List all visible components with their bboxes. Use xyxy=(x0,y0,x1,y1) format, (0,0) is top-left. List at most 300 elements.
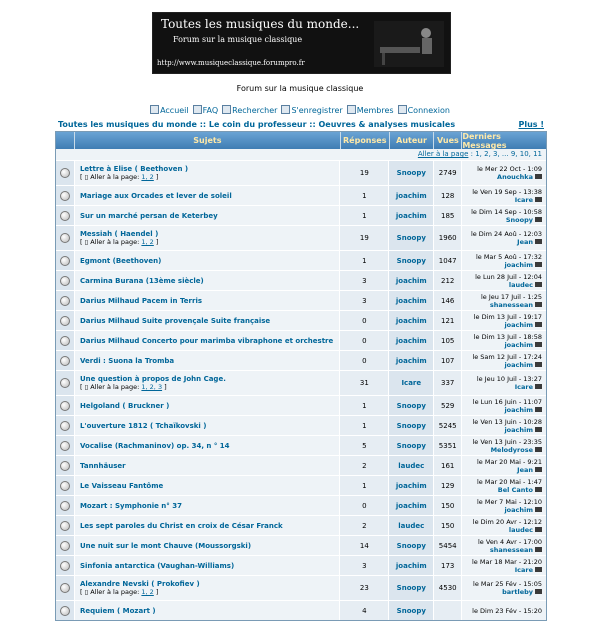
goto-last-post-icon[interactable] xyxy=(535,467,542,472)
nav-connexion[interactable] xyxy=(398,106,450,115)
header-icon-col xyxy=(56,132,75,149)
author-cell xyxy=(389,206,434,225)
goto-last-post-icon[interactable] xyxy=(535,262,542,267)
topic-status-icon xyxy=(60,356,70,366)
topic-status-icon xyxy=(60,276,70,286)
last-post-author[interactable] xyxy=(504,506,542,514)
topic-page-links[interactable]: 1, 2 xyxy=(141,588,154,596)
author-link[interactable]: Snoopy xyxy=(396,421,426,430)
goto-last-post-icon[interactable] xyxy=(535,217,542,222)
topic-title-link[interactable]: Une nuit sur le mont Chauve (Moussorgski) xyxy=(79,541,252,550)
author-link[interactable]: joachim xyxy=(395,356,427,365)
goto-last-post-icon[interactable] xyxy=(535,174,542,179)
last-post-author[interactable] xyxy=(502,588,542,596)
last-post-author[interactable] xyxy=(490,546,542,554)
author-link[interactable]: Snoopy xyxy=(396,256,426,265)
reply-count: 31 xyxy=(340,371,389,395)
last-post-author[interactable] xyxy=(504,361,542,369)
topic-title-link[interactable]: Mariage aux Orcades et lever de soleil xyxy=(79,191,232,200)
topic-status-cell xyxy=(56,556,75,575)
topic-status-cell xyxy=(56,436,75,455)
table-row xyxy=(56,205,546,225)
author-cell xyxy=(389,576,434,600)
author-link[interactable]: Snoopy xyxy=(396,401,426,410)
table-row xyxy=(56,555,546,575)
last-post-date: le Lun 28 Juil - 12:04 xyxy=(475,272,542,281)
view-count: 105 xyxy=(434,331,462,350)
last-post-cell xyxy=(462,556,546,575)
last-post-author[interactable] xyxy=(504,261,542,269)
topic-title-link[interactable]: Verdi : Suona la Tromba xyxy=(79,356,175,365)
topic-cell xyxy=(75,291,340,310)
table-row xyxy=(56,515,546,535)
view-count: 107 xyxy=(434,351,462,370)
forum-banner[interactable] xyxy=(152,12,451,74)
topic-status-icon xyxy=(60,521,70,531)
goto-last-post-icon[interactable] xyxy=(535,407,542,412)
topic-pages: [ ▯ Aller à la page: 1, 2 ] xyxy=(79,238,159,246)
last-post-cell xyxy=(462,226,546,250)
last-post-author-name[interactable]: joachim xyxy=(504,505,533,514)
table-row xyxy=(56,160,546,185)
topic-status-icon xyxy=(60,541,70,551)
topic-cell xyxy=(75,186,340,205)
table-row xyxy=(56,435,546,455)
goto-last-post-icon[interactable] xyxy=(535,384,542,389)
author-cell xyxy=(389,536,434,555)
goto-last-post-icon[interactable] xyxy=(535,302,542,307)
last-post-date: le Ven 13 Juin - 10:28 xyxy=(472,417,542,426)
last-post-author[interactable] xyxy=(504,341,542,349)
topic-status-cell xyxy=(56,536,75,555)
topic-page-links[interactable]: 1, 2 xyxy=(141,238,154,246)
table-header xyxy=(56,132,546,149)
nav-label: Connexion xyxy=(407,106,450,115)
author-cell xyxy=(389,186,434,205)
site-title: Forum sur la musique classique xyxy=(236,84,364,93)
last-post-author[interactable] xyxy=(515,566,542,574)
last-post-author-name[interactable]: Icare xyxy=(514,565,533,574)
topic-title-link[interactable]: Les sept paroles du Christ en croix de César Franck xyxy=(79,521,283,530)
topic-page-links[interactable]: 1, 2, 3 xyxy=(141,383,163,391)
goto-last-post-icon[interactable] xyxy=(535,282,542,287)
goto-last-post-icon[interactable] xyxy=(535,487,542,492)
last-post-cell xyxy=(462,271,546,290)
table-row xyxy=(56,535,546,555)
last-post-date: le Ven 13 Juin - 23:35 xyxy=(472,437,542,446)
topic-title-link[interactable]: Mozart : Symphonie n° 37 xyxy=(79,501,182,510)
last-post-cell xyxy=(462,186,546,205)
last-post-author[interactable] xyxy=(515,196,542,204)
view-count: 161 xyxy=(434,456,462,475)
last-post-author-name[interactable]: Snoopy xyxy=(505,215,533,224)
topic-cell xyxy=(75,271,340,290)
pianist-icon xyxy=(374,21,444,67)
reply-count: 19 xyxy=(340,161,389,185)
reply-count: 1 xyxy=(340,186,389,205)
topic-status-cell xyxy=(56,226,75,250)
topic-status-cell xyxy=(56,601,75,620)
last-post-cell xyxy=(462,206,546,225)
topic-cell xyxy=(75,311,340,330)
author-cell xyxy=(389,271,434,290)
last-post-cell xyxy=(462,396,546,415)
last-post-cell xyxy=(462,536,546,555)
view-count: 529 xyxy=(434,396,462,415)
last-post-author-name[interactable]: Bel Canto xyxy=(497,485,533,494)
last-post-author-name[interactable]: joachim xyxy=(504,425,533,434)
topic-title-link[interactable]: Helgoland ( Bruckner ) xyxy=(79,401,170,410)
author-cell xyxy=(389,436,434,455)
author-link[interactable]: joachim xyxy=(395,211,427,220)
reply-count: 0 xyxy=(340,331,389,350)
topic-status-cell xyxy=(56,576,75,600)
reply-count: 5 xyxy=(340,436,389,455)
reply-count: 1 xyxy=(340,416,389,435)
topic-title-link[interactable]: Une question à propos de John Cage. xyxy=(79,375,226,383)
author-cell xyxy=(389,496,434,515)
nav-label: S'enregistrer xyxy=(291,106,343,115)
last-post-author-name[interactable]: laudec xyxy=(508,525,533,534)
last-post-date: le Mer 7 Mai - 12:10 xyxy=(476,497,542,506)
last-post-date: le Mar 18 Mar - 21:20 xyxy=(471,557,542,566)
topic-status-cell xyxy=(56,311,75,330)
plus-link[interactable]: Plus ! xyxy=(518,120,544,129)
table-row xyxy=(56,290,546,310)
help-icon xyxy=(193,105,202,114)
topic-status-icon xyxy=(60,316,70,326)
goto-last-post-icon[interactable] xyxy=(535,447,542,452)
last-post-author[interactable] xyxy=(491,446,542,454)
author-link[interactable]: laudec xyxy=(398,521,425,530)
author-link[interactable]: joachim xyxy=(395,316,427,325)
author-cell xyxy=(389,226,434,250)
goto-last-post-icon[interactable] xyxy=(535,427,542,432)
nav-membres[interactable] xyxy=(347,106,394,115)
reply-count: 4 xyxy=(340,601,389,620)
topic-title-link[interactable]: Le Vaisseau Fantôme xyxy=(79,481,164,490)
topic-title-link[interactable]: Carmina Burana (13ème siècle) xyxy=(79,276,204,285)
topic-status-cell xyxy=(56,161,75,185)
topic-status-icon xyxy=(60,461,70,471)
last-post-author-name[interactable]: laudec xyxy=(508,280,533,289)
author-cell xyxy=(389,601,434,620)
author-link[interactable]: joachim xyxy=(395,296,427,305)
last-post-cell xyxy=(462,416,546,435)
reply-count: 0 xyxy=(340,496,389,515)
author-link[interactable]: Snoopy xyxy=(396,234,426,242)
topic-title-link[interactable]: Vocalise (Rachmaninov) op. 34, n ° 14 xyxy=(79,441,230,450)
table-row xyxy=(56,575,546,600)
author-cell xyxy=(389,331,434,350)
last-post-cell xyxy=(462,576,546,600)
topic-cell xyxy=(75,556,340,575)
reply-count: 1 xyxy=(340,206,389,225)
topic-status-icon xyxy=(60,401,70,411)
topic-status-icon xyxy=(60,583,70,593)
table-row xyxy=(56,395,546,415)
last-post-author-name[interactable]: shanessean xyxy=(489,300,533,309)
last-post-author-name[interactable]: Jean xyxy=(517,465,533,474)
topic-title-link[interactable]: Requiem ( Mozart ) xyxy=(79,606,156,615)
topic-status-icon xyxy=(60,481,70,491)
nav-label: Accueil xyxy=(160,106,189,115)
topic-title-link[interactable]: Tannhäuser xyxy=(79,461,126,470)
home-icon xyxy=(150,105,159,114)
goto-last-post-icon[interactable] xyxy=(535,589,542,594)
topic-status-cell xyxy=(56,371,75,395)
goto-page-link[interactable]: Aller à la page xyxy=(417,150,469,158)
pagination[interactable]: Aller à la page : 1, 2, 3, ... 9, 10, 11 xyxy=(56,149,546,160)
last-post-cell xyxy=(462,331,546,350)
header-replies: Réponses xyxy=(341,132,390,149)
last-post-cell xyxy=(462,371,546,395)
topic-title-link[interactable]: Alexandre Nevski ( Prokofiev ) xyxy=(79,580,200,588)
goto-last-post-icon[interactable] xyxy=(535,547,542,552)
last-post-cell xyxy=(462,496,546,515)
author-cell xyxy=(389,311,434,330)
topic-page-links[interactable]: 1, 2 xyxy=(141,173,154,181)
reply-count: 1 xyxy=(340,396,389,415)
view-count: 129 xyxy=(434,476,462,495)
view-count: 1960 xyxy=(434,226,462,250)
author-link[interactable]: Icare xyxy=(401,379,422,387)
reply-count: 2 xyxy=(340,456,389,475)
last-post-author-name[interactable]: shanessean xyxy=(489,545,533,554)
topic-status-cell xyxy=(56,396,75,415)
last-post-date: le Ven 19 Sep - 13:38 xyxy=(472,187,542,196)
last-post-cell xyxy=(462,251,546,270)
topic-status-cell xyxy=(56,516,75,535)
last-post-cell xyxy=(462,161,546,185)
author-cell xyxy=(389,476,434,495)
nav-accueil[interactable] xyxy=(150,106,189,115)
view-count: 150 xyxy=(434,496,462,515)
table-row xyxy=(56,415,546,435)
topic-title-link[interactable]: Messiah ( Haendel ) xyxy=(79,230,159,238)
topic-title-link[interactable]: Lettre à Elise ( Beethoven ) xyxy=(79,165,189,173)
last-post-author[interactable] xyxy=(509,526,542,534)
topic-cell xyxy=(75,371,340,395)
author-cell xyxy=(389,456,434,475)
last-post-author[interactable] xyxy=(490,301,542,309)
topic-status-icon xyxy=(60,501,70,511)
last-post-author-name[interactable]: joachim xyxy=(504,260,533,269)
author-link[interactable]: Snoopy xyxy=(396,541,426,550)
topic-title-link[interactable]: Darius Milhaud Suite provençale Suite française xyxy=(79,316,271,325)
header-topics: Sujets xyxy=(75,132,341,149)
last-post-author[interactable] xyxy=(504,426,542,434)
author-link[interactable]: Snoopy xyxy=(396,169,426,177)
reply-count: 0 xyxy=(340,311,389,330)
nav-faq[interactable] xyxy=(193,106,219,115)
topic-cell xyxy=(75,351,340,370)
topic-status-cell xyxy=(56,416,75,435)
last-post-author[interactable] xyxy=(504,406,542,414)
last-post-cell xyxy=(462,436,546,455)
last-post-date: le Dim 20 Avr - 12:12 xyxy=(472,517,542,526)
table-row xyxy=(56,600,546,620)
last-post-author-name[interactable]: joachim xyxy=(504,405,533,414)
topic-status-cell xyxy=(56,351,75,370)
author-link[interactable]: joachim xyxy=(395,481,427,490)
last-post-author-name[interactable]: Icare xyxy=(514,383,533,391)
last-post-cell xyxy=(462,456,546,475)
last-post-author-name[interactable]: bartleby xyxy=(502,588,533,596)
last-post-date: le Sam 12 Juil - 17:24 xyxy=(472,352,542,361)
view-count: 5245 xyxy=(434,416,462,435)
reply-count: 23 xyxy=(340,576,389,600)
goto-last-post-icon[interactable] xyxy=(535,362,542,367)
view-count: 1047 xyxy=(434,251,462,270)
author-cell xyxy=(389,161,434,185)
author-link[interactable]: Snoopy xyxy=(396,584,426,592)
nav-rechercher[interactable] xyxy=(222,106,277,115)
topic-status-cell xyxy=(56,496,75,515)
last-post-date: le Mar 5 Aoû - 17:32 xyxy=(475,252,542,261)
last-post-author-name[interactable]: Melodyrose xyxy=(490,445,533,454)
reply-count: 1 xyxy=(340,476,389,495)
goto-last-post-icon[interactable] xyxy=(535,322,542,327)
last-post-author[interactable] xyxy=(497,173,542,181)
topic-status-icon xyxy=(60,378,70,388)
topic-title-link[interactable]: Egmont (Beethoven) xyxy=(79,256,162,265)
author-link[interactable]: joachim xyxy=(395,336,427,345)
last-post-date: le Dim 13 Juil - 19:17 xyxy=(473,312,542,321)
table-row xyxy=(56,455,546,475)
last-post-author[interactable] xyxy=(506,216,542,224)
topic-title-link[interactable]: Sur un marché persan de Keterbey xyxy=(79,211,218,220)
last-post-date: le Mar 20 Mai - 1:47 xyxy=(476,477,542,486)
page-numbers[interactable]: 1, 2, 3, ... 9, 10, 11 xyxy=(475,150,542,158)
author-link[interactable]: joachim xyxy=(395,561,427,570)
reply-count: 0 xyxy=(340,351,389,370)
last-post-author[interactable] xyxy=(515,383,542,391)
view-count: 146 xyxy=(434,291,462,310)
nav-label: Rechercher xyxy=(232,106,278,115)
last-post-date: le Dim 14 Sep - 10:58 xyxy=(471,207,542,216)
view-count: 121 xyxy=(434,311,462,330)
goto-last-post-icon[interactable] xyxy=(535,197,542,202)
topic-cell xyxy=(75,476,340,495)
last-post-cell xyxy=(462,351,546,370)
author-link[interactable]: laudec xyxy=(398,461,425,470)
nav-label: Membres xyxy=(356,106,394,115)
author-link[interactable]: joachim xyxy=(395,501,427,510)
table-row xyxy=(56,250,546,270)
reply-count: 3 xyxy=(340,291,389,310)
reply-count: 3 xyxy=(340,556,389,575)
last-post-author-name[interactable]: joachim xyxy=(504,320,533,329)
topic-status-icon xyxy=(60,191,70,201)
author-link[interactable]: joachim xyxy=(395,276,427,285)
topic-status-icon xyxy=(60,606,70,616)
last-post-date: le Mar 20 Mai - 9:21 xyxy=(476,457,542,466)
header-views: Vues xyxy=(434,132,462,149)
author-link[interactable]: Snoopy xyxy=(396,606,426,615)
last-post-author-name[interactable]: Icare xyxy=(514,195,533,204)
last-post-author[interactable] xyxy=(517,238,542,246)
topic-status-cell xyxy=(56,331,75,350)
table-row xyxy=(56,270,546,290)
topic-cell xyxy=(75,161,340,185)
last-post-author-name[interactable]: joachim xyxy=(504,340,533,349)
author-link[interactable]: Snoopy xyxy=(396,441,426,450)
topic-title-link[interactable]: L'ouverture 1812 ( Tchaïkovski ) xyxy=(79,421,207,430)
topic-status-icon xyxy=(60,441,70,451)
goto-last-post-icon[interactable] xyxy=(535,507,542,512)
header-author: Auteur xyxy=(390,132,435,149)
topic-cell xyxy=(75,226,340,250)
author-cell xyxy=(389,371,434,395)
last-post-author-name[interactable]: Jean xyxy=(517,238,533,246)
view-count: 212 xyxy=(434,271,462,290)
reply-count: 2 xyxy=(340,516,389,535)
last-post-date: le Jeu 10 Juil - 13:27 xyxy=(476,375,542,383)
topic-title-link[interactable]: Sinfonia antarctica (Vaughan-Williams) xyxy=(79,561,235,570)
banner-url: http://www.musiqueclassique.forumpro.fr xyxy=(157,59,305,67)
author-cell xyxy=(389,556,434,575)
goto-last-post-icon[interactable] xyxy=(535,567,542,572)
last-post-cell xyxy=(462,601,546,620)
nav-label: FAQ xyxy=(202,106,219,115)
banner-title: Toutes les musiques du monde... xyxy=(161,17,360,31)
last-post-date: le Mar 25 Fév - 15:05 xyxy=(473,580,542,588)
last-post-author[interactable] xyxy=(498,486,542,494)
goto-last-post-icon[interactable] xyxy=(535,342,542,347)
topic-cell xyxy=(75,416,340,435)
topic-status-icon xyxy=(60,211,70,221)
last-post-author[interactable] xyxy=(517,466,542,474)
topic-status-icon xyxy=(60,561,70,571)
topic-cell xyxy=(75,206,340,225)
goto-last-post-icon[interactable] xyxy=(535,239,542,244)
last-post-author[interactable] xyxy=(504,321,542,329)
last-post-author-name[interactable]: joachim xyxy=(504,360,533,369)
last-post-date: le Mer 22 Oct - 1:09 xyxy=(477,165,542,173)
topic-pages: [ ▯ Aller à la page: 1, 2, 3 ] xyxy=(79,383,167,391)
reply-count: 1 xyxy=(340,251,389,270)
goto-last-post-icon[interactable] xyxy=(535,527,542,532)
topic-status-icon xyxy=(60,421,70,431)
register-icon xyxy=(281,105,290,114)
topic-cell xyxy=(75,331,340,350)
topic-status-cell xyxy=(56,206,75,225)
banner-subtitle: Forum sur la musique classique xyxy=(173,35,303,44)
table-row xyxy=(56,475,546,495)
topic-title-link[interactable]: Darius Milhaud Concerto pour marimba vibraphone et orchestre xyxy=(79,336,334,345)
last-post-author-name[interactable]: Anouchka xyxy=(497,173,533,181)
nav-senregistrer[interactable] xyxy=(281,106,342,115)
author-cell xyxy=(389,291,434,310)
topic-title-link[interactable]: Darius Milhaud Pacem in Terris xyxy=(79,296,203,305)
login-icon xyxy=(398,105,407,114)
topic-status-cell xyxy=(56,476,75,495)
topic-cell xyxy=(75,601,340,620)
last-post-date: le Dim 23 Fév - 15:20 xyxy=(472,606,542,615)
breadcrumb[interactable]: Toutes les musiques du monde :: Le coin du professeur :: Oeuvres & analyses musicales xyxy=(58,120,456,129)
last-post-date: le Dim 24 Aoû - 12:03 xyxy=(470,230,542,238)
topic-status-icon xyxy=(60,336,70,346)
last-post-date: le Lun 16 Juin - 11:07 xyxy=(472,397,542,406)
last-post-author[interactable] xyxy=(509,281,542,289)
topic-cell xyxy=(75,536,340,555)
topic-status-cell xyxy=(56,251,75,270)
table-row xyxy=(56,370,546,395)
last-post-cell xyxy=(462,311,546,330)
author-link[interactable]: joachim xyxy=(395,191,427,200)
topic-status-cell xyxy=(56,291,75,310)
